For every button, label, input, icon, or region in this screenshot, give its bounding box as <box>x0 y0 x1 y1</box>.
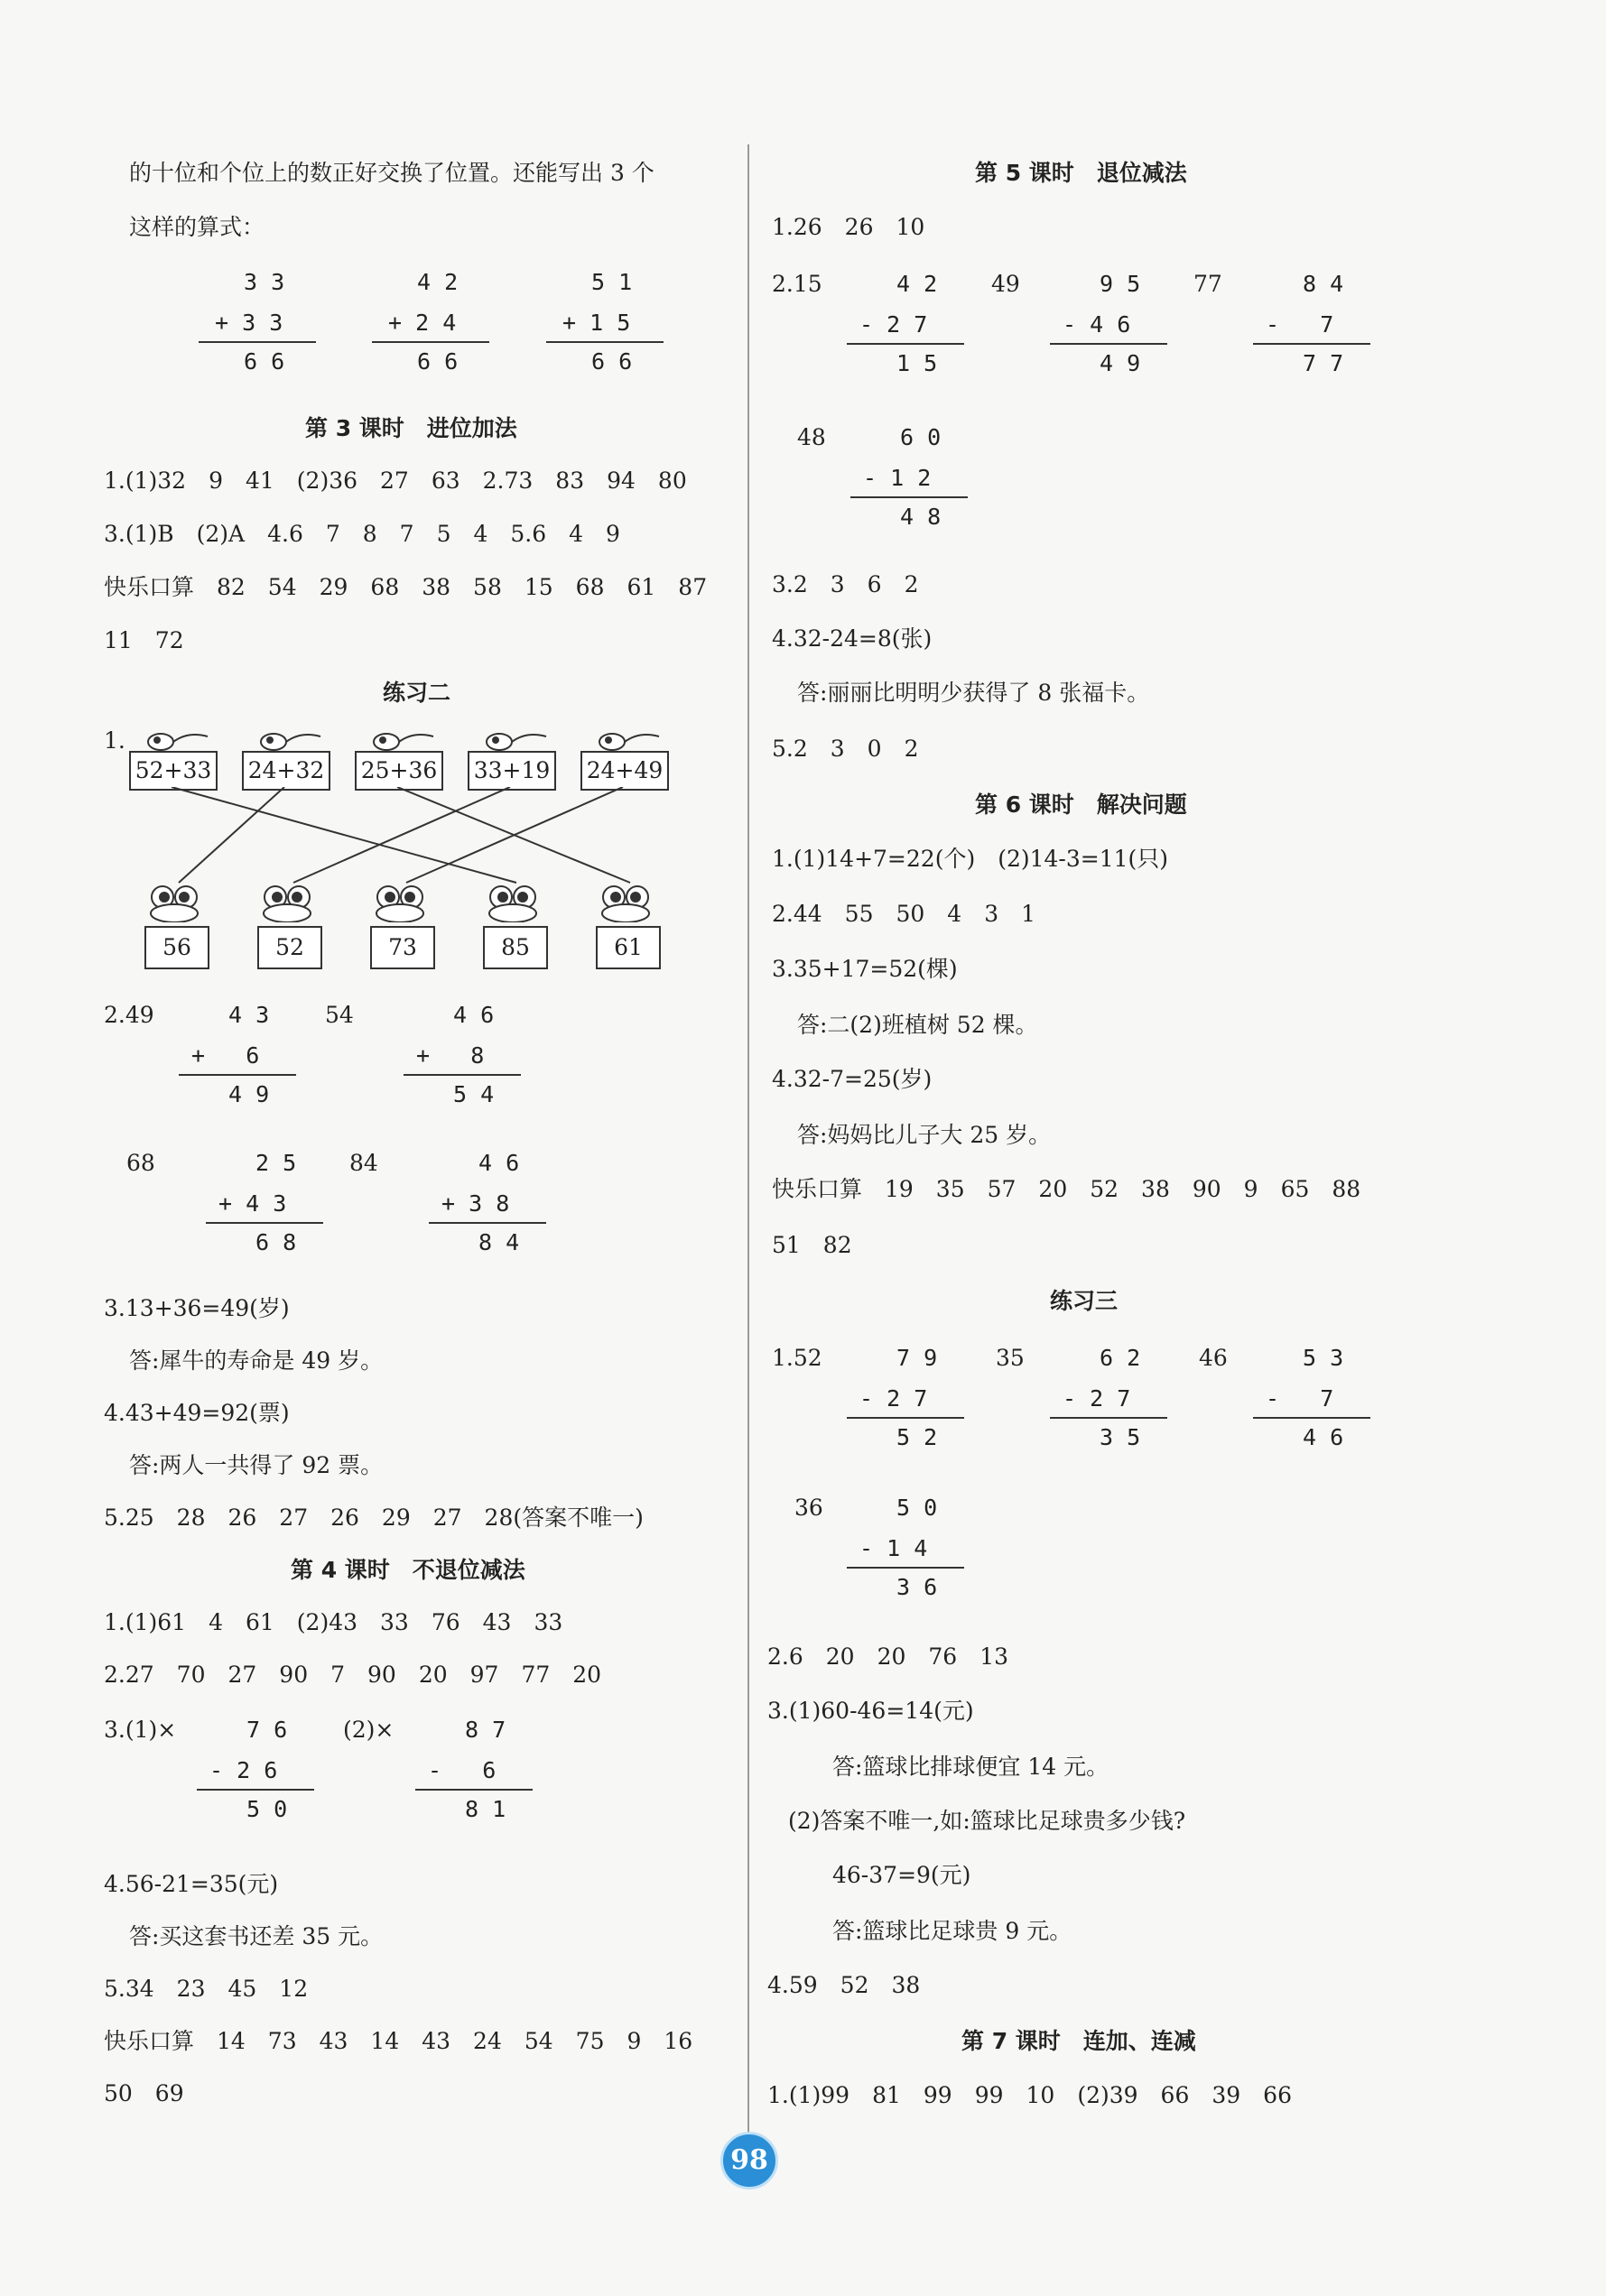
ex2-q2-label: 2.49 <box>104 1002 154 1028</box>
ex2-q3: 3.13+36=49(岁) <box>104 1295 290 1321</box>
frog-box: 52 <box>257 926 322 969</box>
ex2-q2-mid: 54 <box>325 1002 354 1028</box>
frog-box: 85 <box>483 926 548 969</box>
l6-q2: 2.44 55 50 4 3 1 <box>772 901 1036 927</box>
exercise-2-title: 练习二 <box>383 680 451 706</box>
l6-q3-answer: 答:二(2)班植树 52 棵。 <box>797 1012 1038 1038</box>
l5-line-1: 1.26 26 10 <box>772 214 925 240</box>
l4-q5: 5.34 23 45 12 <box>104 1976 309 2002</box>
ex2-q3-answer: 答:犀牛的寿命是 49 岁。 <box>129 1347 384 1374</box>
ex2-q4: 4.43+49=92(票) <box>104 1400 290 1426</box>
l7-q1: 1.(1)99 81 99 99 10 (2)39 66 39 66 <box>767 2082 1292 2108</box>
ex3-q4: 4.59 52 38 <box>767 1972 921 1998</box>
l5-q4: 4.32-24=8(张) <box>772 625 933 652</box>
l4-q4: 4.56-21=35(元) <box>104 1871 279 1897</box>
lesson-6-title: 第 6 课时 解决问题 <box>975 792 1187 818</box>
l6-q1: 1.(1)14+7=22(个) (2)14-3=11(只) <box>772 846 1169 872</box>
page-number: 98 <box>720 2132 778 2190</box>
intro-line-2: 这样的算式： <box>129 214 265 240</box>
tadpole-box: 24+32 <box>242 751 330 791</box>
l3-line-2: 3.(1)B (2)A 4.6 7 8 7 5 4 5.6 4 9 <box>104 521 620 547</box>
ex3-q1b-label: 36 <box>794 1495 823 1521</box>
tadpole-box: 33+19 <box>468 751 556 791</box>
ex3-q3-answer: 答:篮球比排球便宜 14 元。 <box>832 1754 1109 1780</box>
ex3-q3b: (2)答案不唯一,如:篮球比足球贵多少钱? <box>788 1808 1186 1834</box>
tadpole-box: 52+33 <box>129 751 218 791</box>
l4-line-1: 1.(1)61 4 61 (2)43 33 76 43 33 <box>104 1609 563 1635</box>
ex2-q5: 5.25 28 26 27 26 29 27 28(答案不唯一) <box>104 1504 644 1531</box>
ex3-q1-mid-1: 35 <box>996 1345 1025 1371</box>
tadpole-box: 24+49 <box>580 751 669 791</box>
ex3-q1-mid-2: 46 <box>1199 1345 1228 1371</box>
l4-q3-label-1: 3.(1)× <box>104 1717 177 1743</box>
ex2-q2b-label: 68 <box>126 1150 155 1176</box>
l4-q3-label-2: (2)× <box>343 1717 395 1743</box>
ex2-q1-label: 1. <box>104 727 125 754</box>
tadpole-box: 25+36 <box>355 751 443 791</box>
l5-q2-label: 2.15 <box>772 271 822 297</box>
l5-q2-mid-1: 49 <box>991 271 1020 297</box>
frog-box: 56 <box>144 926 209 969</box>
lesson-4-title: 第 4 课时 不退位减法 <box>291 1557 525 1583</box>
l5-q2b-label: 48 <box>797 424 826 450</box>
ex3-q3: 3.(1)60-46=14(元) <box>767 1698 974 1724</box>
l5-q4-answer: 答:丽丽比明明少获得了 8 张福卡。 <box>797 680 1150 706</box>
l6-q4: 4.32-7=25(岁) <box>772 1066 933 1092</box>
l4-q7: 50 69 <box>104 2080 184 2106</box>
matching-lines <box>126 787 668 886</box>
exercise-3-title: 练习三 <box>1050 1288 1119 1314</box>
l4-q4-answer: 答:买这套书还差 35 元。 <box>129 1923 384 1949</box>
l5-q2-mid-2: 77 <box>1193 271 1222 297</box>
l6-q5: 快乐口算 19 35 57 20 52 38 90 9 65 88 <box>772 1176 1361 1202</box>
l3-line-3: 快乐口算 82 54 29 68 38 58 15 68 61 87 <box>104 574 708 600</box>
l3-line-1: 1.(1)32 9 41 (2)36 27 63 2.73 83 94 80 <box>104 468 687 494</box>
lesson-5-title: 第 5 课时 退位减法 <box>975 160 1187 186</box>
ex3-q2: 2.6 20 20 76 13 <box>767 1643 1009 1670</box>
ex3-q3c: 46-37=9(元) <box>832 1862 971 1888</box>
l3-line-4: 11 72 <box>104 627 184 653</box>
l4-q6: 快乐口算 14 73 43 14 43 24 54 75 9 16 <box>104 2028 693 2054</box>
l4-line-2: 2.27 70 27 90 7 90 20 97 77 20 <box>104 1662 602 1688</box>
lesson-7-title: 第 7 课时 连加、连减 <box>961 2028 1196 2054</box>
l6-q4-answer: 答:妈妈比儿子大 25 岁。 <box>797 1122 1052 1148</box>
frog-box: 61 <box>596 926 661 969</box>
intro-line-1: 的十位和个位上的数正好交换了位置。还能写出 3 个 <box>129 160 654 186</box>
l5-q3: 3.2 3 6 2 <box>772 571 919 597</box>
ex2-q4-answer: 答:两人一共得了 92 票。 <box>129 1452 384 1478</box>
ex3-q3c-answer: 答:篮球比足球贵 9 元。 <box>832 1918 1072 1944</box>
lesson-3-title: 第 3 课时 进位加法 <box>305 415 517 441</box>
l5-q5: 5.2 3 0 2 <box>772 736 919 762</box>
ex2-q2b-mid: 84 <box>349 1150 378 1176</box>
l6-q3: 3.35+17=52(棵) <box>772 956 958 982</box>
l6-q6: 51 82 <box>772 1232 852 1258</box>
ex3-q1-label: 1.52 <box>772 1345 822 1371</box>
column-divider <box>747 144 749 2157</box>
frog-icons <box>134 883 666 922</box>
frog-box: 73 <box>370 926 435 969</box>
